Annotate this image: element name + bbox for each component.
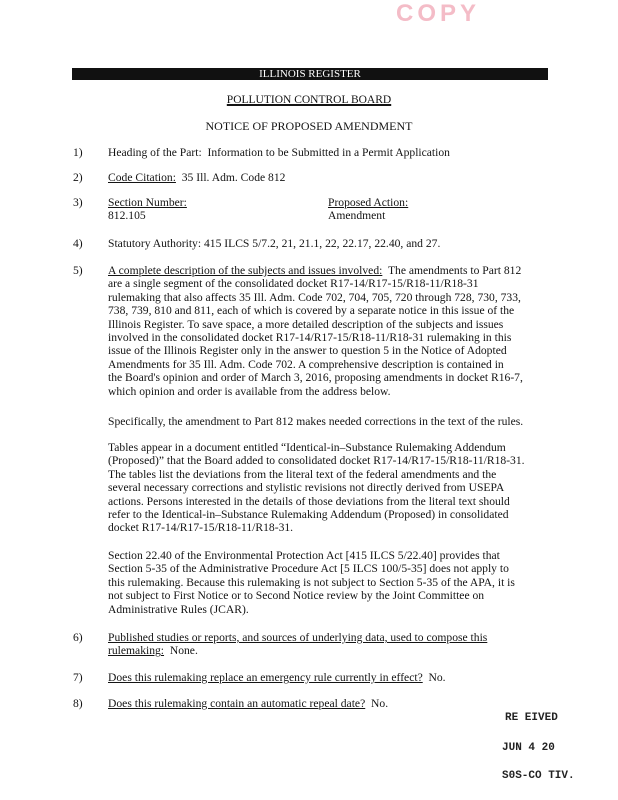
received-stamp-office: S0S-CO TIV. [502,770,575,782]
item-heading [108,146,550,159]
item-emergency-rule [108,671,550,684]
tables-paragraph [108,441,550,535]
description-line: 738, 739, 810 and 811, each of which is covered by a separate notice in this issue of the [108,304,515,318]
specifically-paragraph: Specifically, the amendment to Part 812 makes needed corrections in the text of the rules. [108,415,524,428]
section-line: Section 5-35 of the Administrative Procedure Act [5 ILCS 100/5-35] does not apply to [108,562,509,576]
item-value: 35 Ill. Adm. Code 812 [181,171,286,184]
section-22-40-paragraph [108,549,550,616]
description-line: Illinois Register. To save space, a more detailed description of the subjects and issues [108,317,504,331]
studies-label: Published studies or reports, and sources of underlying data, used to compose this [108,631,488,644]
description-line: The amendments to Part 812 [387,264,522,277]
description-line: which opinion and order is available from the address below. [108,384,391,398]
proposed-action [328,196,408,223]
repeal-date-value: No. [371,697,389,710]
item-number: 3) [73,196,83,209]
item-label: Heading of the Part: [108,146,202,159]
description-line: the Board's opinion and order of March 3, 2016, proposing amendments in docket R16-7, [108,371,523,385]
description-line: are a single segment of the consolidated docket R17-14/R17-15/R18-11/R18-31 [108,277,479,291]
item-label: Code Citation: [108,171,176,184]
emergency-rule-label: Does this rulemaking replace an emergency rule currently in effect? [108,671,423,684]
section-line: Section 22.40 of the Environmental Protection Act [415 ILCS 5/22.40] provides that [108,549,500,562]
copy-stamp: COPY [396,0,481,27]
description-line: issue of the Illinois Register only in the answer to question 5 in the Notice of Adopted [108,344,507,358]
tables-line: The tables list the deviations from the literal text of the federal amendments and the [108,467,497,481]
tables-line: Tables appear in a document entitled “Identical-in–Substance Rulemaking Addendum [108,441,506,454]
section-line: Administrative Rules (JCAR). [108,602,249,616]
item-number: 4) [73,237,83,250]
tables-line: refer to the Identical-in–Substance Rulemaking Addendum (Proposed) in consolidated [108,508,509,522]
repeal-date-label: Does this rulemaking contain an automatic repeal date? [108,697,366,710]
proposed-action-label: Proposed Action: [328,196,409,209]
item-repeal-date [108,697,550,710]
item-code-citation [108,171,550,184]
studies-value: None. [169,644,198,658]
item-published-studies [108,631,550,658]
received-stamp-date: JUN 4 20 [502,742,555,754]
section-number-value: 812.105 [108,209,146,223]
description-label: A complete description of the subjects and issues involved: [108,264,383,277]
item-number: 1) [73,146,83,159]
item-description [108,264,550,398]
emergency-rule-value: No. [428,671,446,684]
proposed-action-value: Amendment [328,209,386,223]
register-title: ILLINOIS REGISTER [72,68,548,80]
item-number: 8) [73,697,83,710]
item-value: Information to be Submitted in a Permit Application [207,146,450,159]
description-line: involved in the consolidated docket R17-14/R17-15/R18-11/R18-31 rulemaking in this [108,331,512,345]
tables-line: actions. Persons interested in the details of those deviations from the literal text should [108,494,510,508]
item-number: 2) [73,171,83,184]
item-statutory-authority: Statutory Authority: 415 ILCS 5/7.2, 21, 21.1, 22, 22.17, 22.40, and 27. [108,237,441,250]
board-name: POLLUTION CONTROL BOARD [226,94,392,106]
tables-line: docket R17-14/R17-15/R18-11/R18-31. [108,521,294,535]
tables-line: several necessary corrections and stylistic revisions not directly derived from USEPA [108,481,505,495]
description-line: Amendments for 35 Ill. Adm. Code 702. A comprehensive description is contained in [108,357,504,371]
section-line: not subject to First Notice or to Second Notice review by the Joint Committee on [108,589,485,603]
item-number: 7) [73,671,83,684]
notice-title: NOTICE OF PROPOSED AMENDMENT [205,119,413,133]
received-stamp-text: RE EIVED [505,712,558,724]
description-line: rulemaking that also affects 35 Ill. Adm. Code 702, 704, 705, 720 through 728, 730, 733, [108,290,521,304]
item-number: 5) [73,264,83,277]
section-number-label: Section Number: [108,196,187,209]
section-line: this rulemaking. Because this rulemaking is not subject to Section 5-35 of the APA, it is [108,575,515,589]
studies-label-cont: rulemaking: [108,644,165,658]
tables-line: (Proposed)” that the Board added to consolidated docket R17-14/R17-15/R18-11/R18-31. [108,454,525,468]
item-number: 6) [73,631,83,644]
